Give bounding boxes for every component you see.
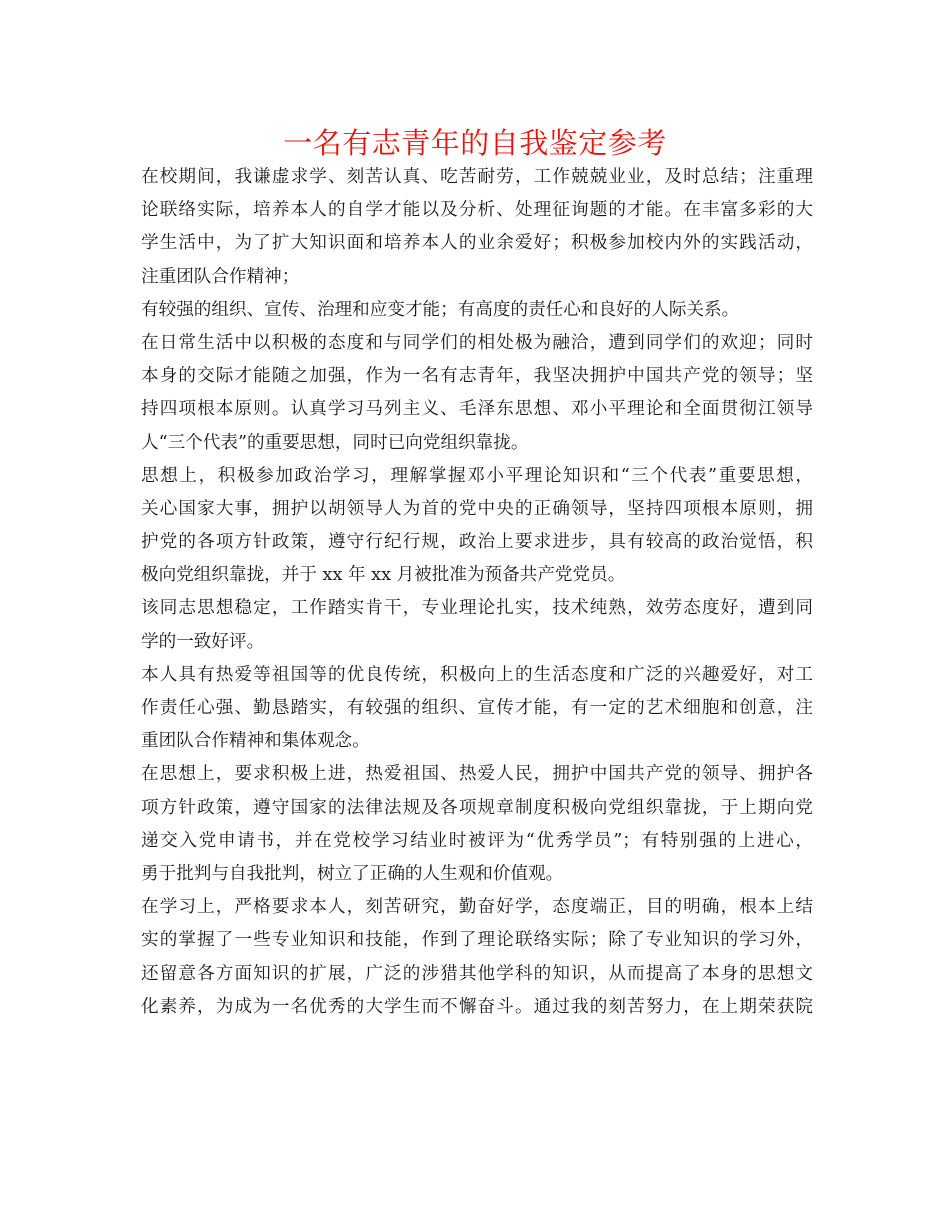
text-line: 项方针政策，遵守国家的法律法规及各项规章制度积极向党组织靠拢，于上期向党 bbox=[141, 797, 813, 818]
text-line: 在思想上，要求积极上进，热爱祖国、热爱人民，拥护中国共产党的领导、拥护各 bbox=[141, 764, 813, 785]
text-line: 护党的各项方针政策，遵守行纪行规，政治上要求进步，具有较高的政治觉悟，积 bbox=[141, 532, 813, 553]
paragraph bbox=[141, 758, 813, 891]
paragraph bbox=[141, 161, 813, 294]
text-line: 关心国家大事，拥护以胡领导人为首的党中央的正确领导，坚持四项根本原则，拥 bbox=[141, 498, 813, 519]
text-line: 学的一致好评。 bbox=[141, 631, 265, 652]
paragraph bbox=[141, 294, 813, 327]
document-body bbox=[141, 161, 813, 1024]
text-line: 化素养，为成为一名优秀的大学生而不懈奋斗。通过我的刻苦努力，在上期荣获院 bbox=[141, 996, 813, 1017]
text-line: 人“三个代表”的重要思想，同时已向党组织靠拢。 bbox=[141, 432, 529, 453]
text-line: 论联络实际，培养本人的自学才能以及分析、处理征询题的才能。在丰富多彩的大 bbox=[141, 200, 813, 221]
text-line: 作责任心强、勤恳踏实，有较强的组织、宣传才能，有一定的艺术细胞和创意，注 bbox=[141, 698, 813, 718]
text-line: 本身的交际才能随之加强，作为一名有志青年，我坚决拥护中国共产党的领导；坚 bbox=[141, 366, 813, 387]
text-line: 在日常生活中以积极的态度和与同学们的相处极为融洽，遭到同学们的欢迎；同时 bbox=[141, 332, 813, 353]
text-line: 思想上，积极参加政治学习，理解掌握邓小平理论知识和“三个代表”重要思想， bbox=[141, 465, 813, 486]
text-line: 还留意各方面知识的扩展，广泛的涉猎其他学科的知识，从而提高了本身的思想文 bbox=[141, 963, 813, 984]
text-line: 在学习上，严格要求本人，刻苦研究，勤奋好学，态度端正，目的明确，根本上结 bbox=[141, 897, 813, 918]
text-line: 学生活中，为了扩大知识面和培养本人的业余爱好；积极参加校内外的实践活动， bbox=[141, 233, 813, 254]
paragraph bbox=[141, 659, 813, 759]
document-title: 一名有志青年的自我鉴定参考 bbox=[283, 126, 667, 160]
text-line: 持四项根本原则。认真学习马列主义、毛泽东思想、邓小平理论和全面贯彻江领导 bbox=[141, 399, 813, 420]
paragraph bbox=[141, 592, 813, 658]
text-line: 勇于批判与自我批判，树立了正确的人生观和价值观。 bbox=[141, 863, 564, 884]
paragraph bbox=[141, 460, 813, 593]
text-line: 递交入党申请书，并在党校学习结业时被评为“优秀学员”；有特别强的上进心， bbox=[141, 830, 813, 851]
text-line: 本人具有热爱等祖国等的优良传统，积极向上的生活态度和广泛的兴趣爱好，对工 bbox=[141, 664, 813, 685]
text-line: 极向党组织靠拢，并于 xx 年 xx 月被批准为预备共产党党员。 bbox=[141, 565, 626, 586]
paragraph bbox=[141, 327, 813, 460]
text-line: 该同志思想稳定，工作踏实肯干，专业理论扎实，技术纯熟，效劳态度好，遭到同 bbox=[141, 598, 813, 619]
text-line: 注重团队合作精神； bbox=[141, 266, 300, 287]
text-line: 在校期间，我谦虚求学、刻苦认真、吃苦耐劳，工作兢兢业业，及时总结；注重理 bbox=[141, 167, 813, 187]
text-line: 重团队合作精神和集体观念。 bbox=[141, 731, 370, 752]
paragraph bbox=[141, 891, 813, 1024]
text-line: 实的掌握了一些专业知识和技能，作到了理论联络实际；除了专业知识的学习外， bbox=[141, 930, 813, 951]
text-line: 有较强的组织、宣传、治理和应变才能；有高度的责任心和良好的人际关系。 bbox=[141, 299, 740, 320]
